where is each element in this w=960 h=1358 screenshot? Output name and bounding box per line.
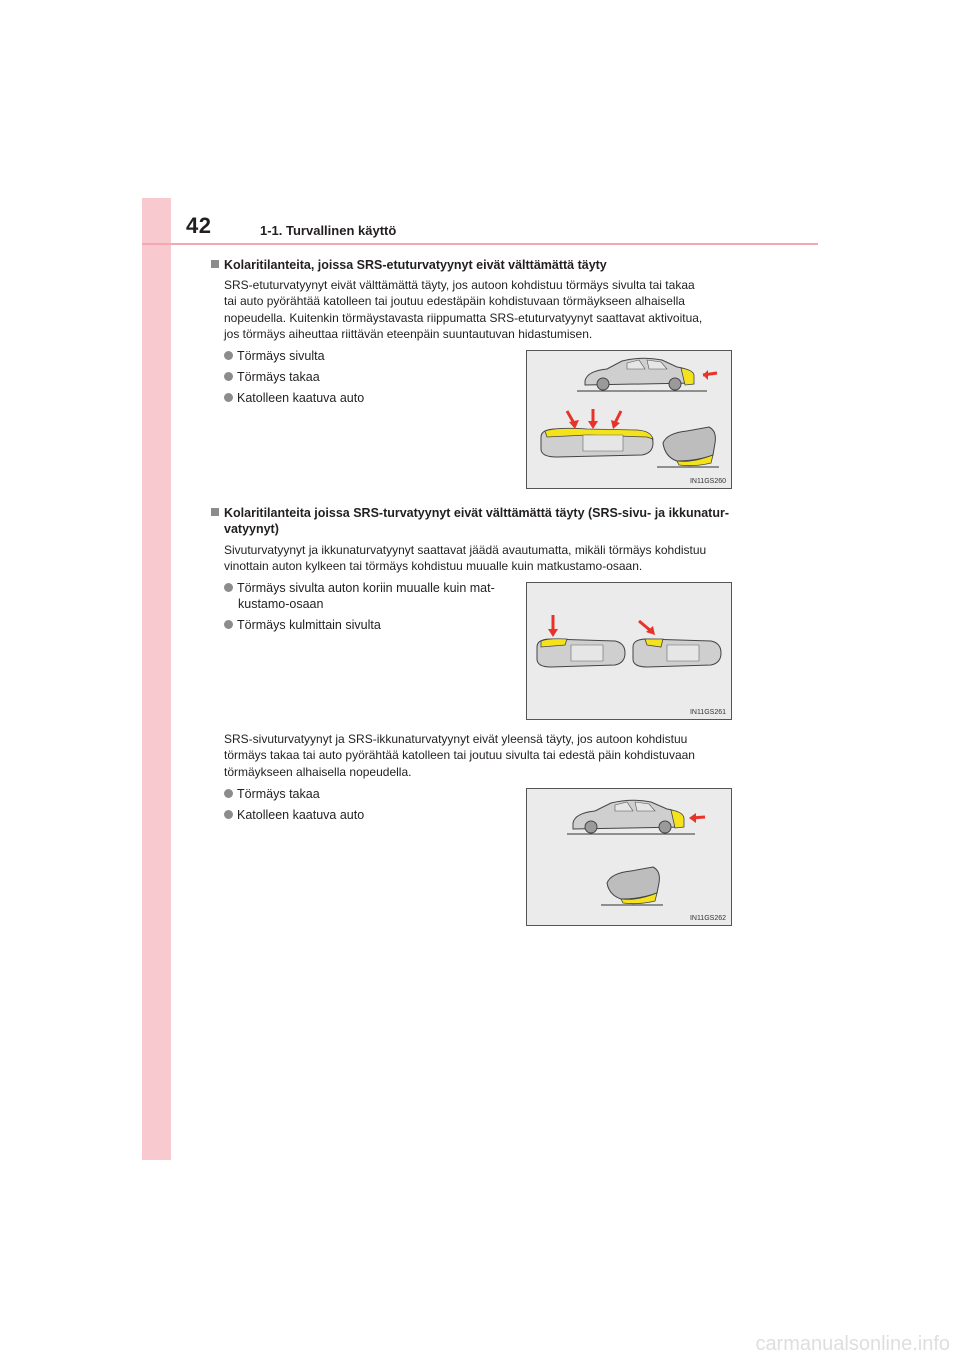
side-band <box>142 198 171 1160</box>
svg-text:carmanualsonline.info: carmanualsonline.info <box>755 1333 950 1355</box>
bullet-text: Törmäys takaa <box>237 787 320 801</box>
bullet-dot-icon <box>224 620 233 629</box>
paragraph-line: nopeudella. Kuitenkin törmäystavasta riippumatta SRS-etuturvatyynyt saattavat aktivoitua, <box>224 310 703 325</box>
section1-heading-text: Kolaritilanteita, joissa SRS-etuturvatyynyt eivät välttämättä täyty <box>224 258 607 272</box>
bullet-dot-icon <box>224 583 233 592</box>
figure-frontal-airbag-cases <box>526 350 732 489</box>
figure-code: IN11GS262 <box>689 915 726 922</box>
bullet-dot-icon <box>224 372 233 381</box>
paragraph-line: törmäys takaa tai auto pyörähtää katolleen tai joutuu sivulta tai edestä päin kohdistuvaan <box>224 748 695 763</box>
bullet-item <box>224 390 364 406</box>
section1-paragraph <box>224 277 746 342</box>
paragraph-line: SRS-sivuturvatyynyt ja SRS-ikkunaturvatyynyt eivät yleensä täyty, jos autoon kohdistuu <box>224 732 688 746</box>
bullet-text: Törmäys kulmittain sivulta <box>237 618 381 632</box>
bullet-text: Törmäys sivulta auton koriin muualle kuin mat- <box>237 581 495 595</box>
paragraph-line: törmäykseen alhaisella nopeudella. <box>224 764 412 779</box>
figure-code: IN11GS261 <box>689 709 726 716</box>
square-bullet-icon <box>211 260 219 268</box>
bullet-dot-icon <box>224 351 233 360</box>
paragraph-line: SRS-etuturvatyynyt eivät välttämättä täyty, jos autoon kohdistuu törmäys sivulta tai takaa <box>224 278 695 292</box>
bullet-text: Törmäys takaa <box>237 370 320 384</box>
section2-heading-line2: vatyynyt) <box>224 522 279 536</box>
bullet-item <box>224 807 364 823</box>
section2-paragraph2 <box>224 731 746 780</box>
bullet-text-continued: kustamo-osaan <box>238 597 324 611</box>
paragraph-line: Sivuturvatyynyt ja ikkunaturvatyynyt saattavat jäädä avautumatta, mikäli törmäys kohdistuu <box>224 543 707 557</box>
header-rule <box>142 243 818 245</box>
bullet-dot-icon <box>224 810 233 819</box>
figure-side-airbag-cases <box>526 582 732 720</box>
bullet-item <box>224 786 320 802</box>
figure-code: IN11GS260 <box>689 478 726 485</box>
section2-heading <box>211 505 729 537</box>
watermark-logo <box>680 1330 960 1358</box>
bullet-text: Katolleen kaatuva auto <box>237 391 365 405</box>
bullet-text: Törmäys sivulta <box>237 349 325 363</box>
figure-side-airbag-no-deploy <box>526 788 732 926</box>
square-bullet-icon <box>211 508 219 516</box>
paragraph-line: vinottain auton kylkeen tai törmäys kohdistuu muualle kuin matkustamo-osaan. <box>224 559 643 574</box>
crash-illustration <box>527 789 731 925</box>
bullet-dot-icon <box>224 789 233 798</box>
paragraph-line: tai auto pyörähtää katolleen tai joutuu edestäpäin kohdistuvaan törmäykseen alhaisella <box>224 294 685 309</box>
page-number: 42 <box>186 213 212 238</box>
bullet-text: Katolleen kaatuva auto <box>237 808 365 822</box>
crash-illustration <box>527 583 731 719</box>
crash-illustration <box>527 351 731 488</box>
bullet-item <box>224 580 495 612</box>
bullet-item <box>224 348 325 364</box>
paragraph-line: jos törmäys aiheuttaa riittävän eteenpäin suuntautuvan hidastumisen. <box>224 326 593 341</box>
section-title: 1-1. Turvallinen käyttö <box>260 223 397 238</box>
bullet-dot-icon <box>224 393 233 402</box>
bullet-item <box>224 369 320 385</box>
section2-heading-line1: Kolaritilanteita joissa SRS-turvatyynyt eivät välttämättä täyty (SRS-sivu- ja ikkunatur- <box>224 506 730 520</box>
section1-heading <box>211 257 607 273</box>
bullet-item <box>224 617 381 633</box>
section2-paragraph <box>224 542 746 575</box>
